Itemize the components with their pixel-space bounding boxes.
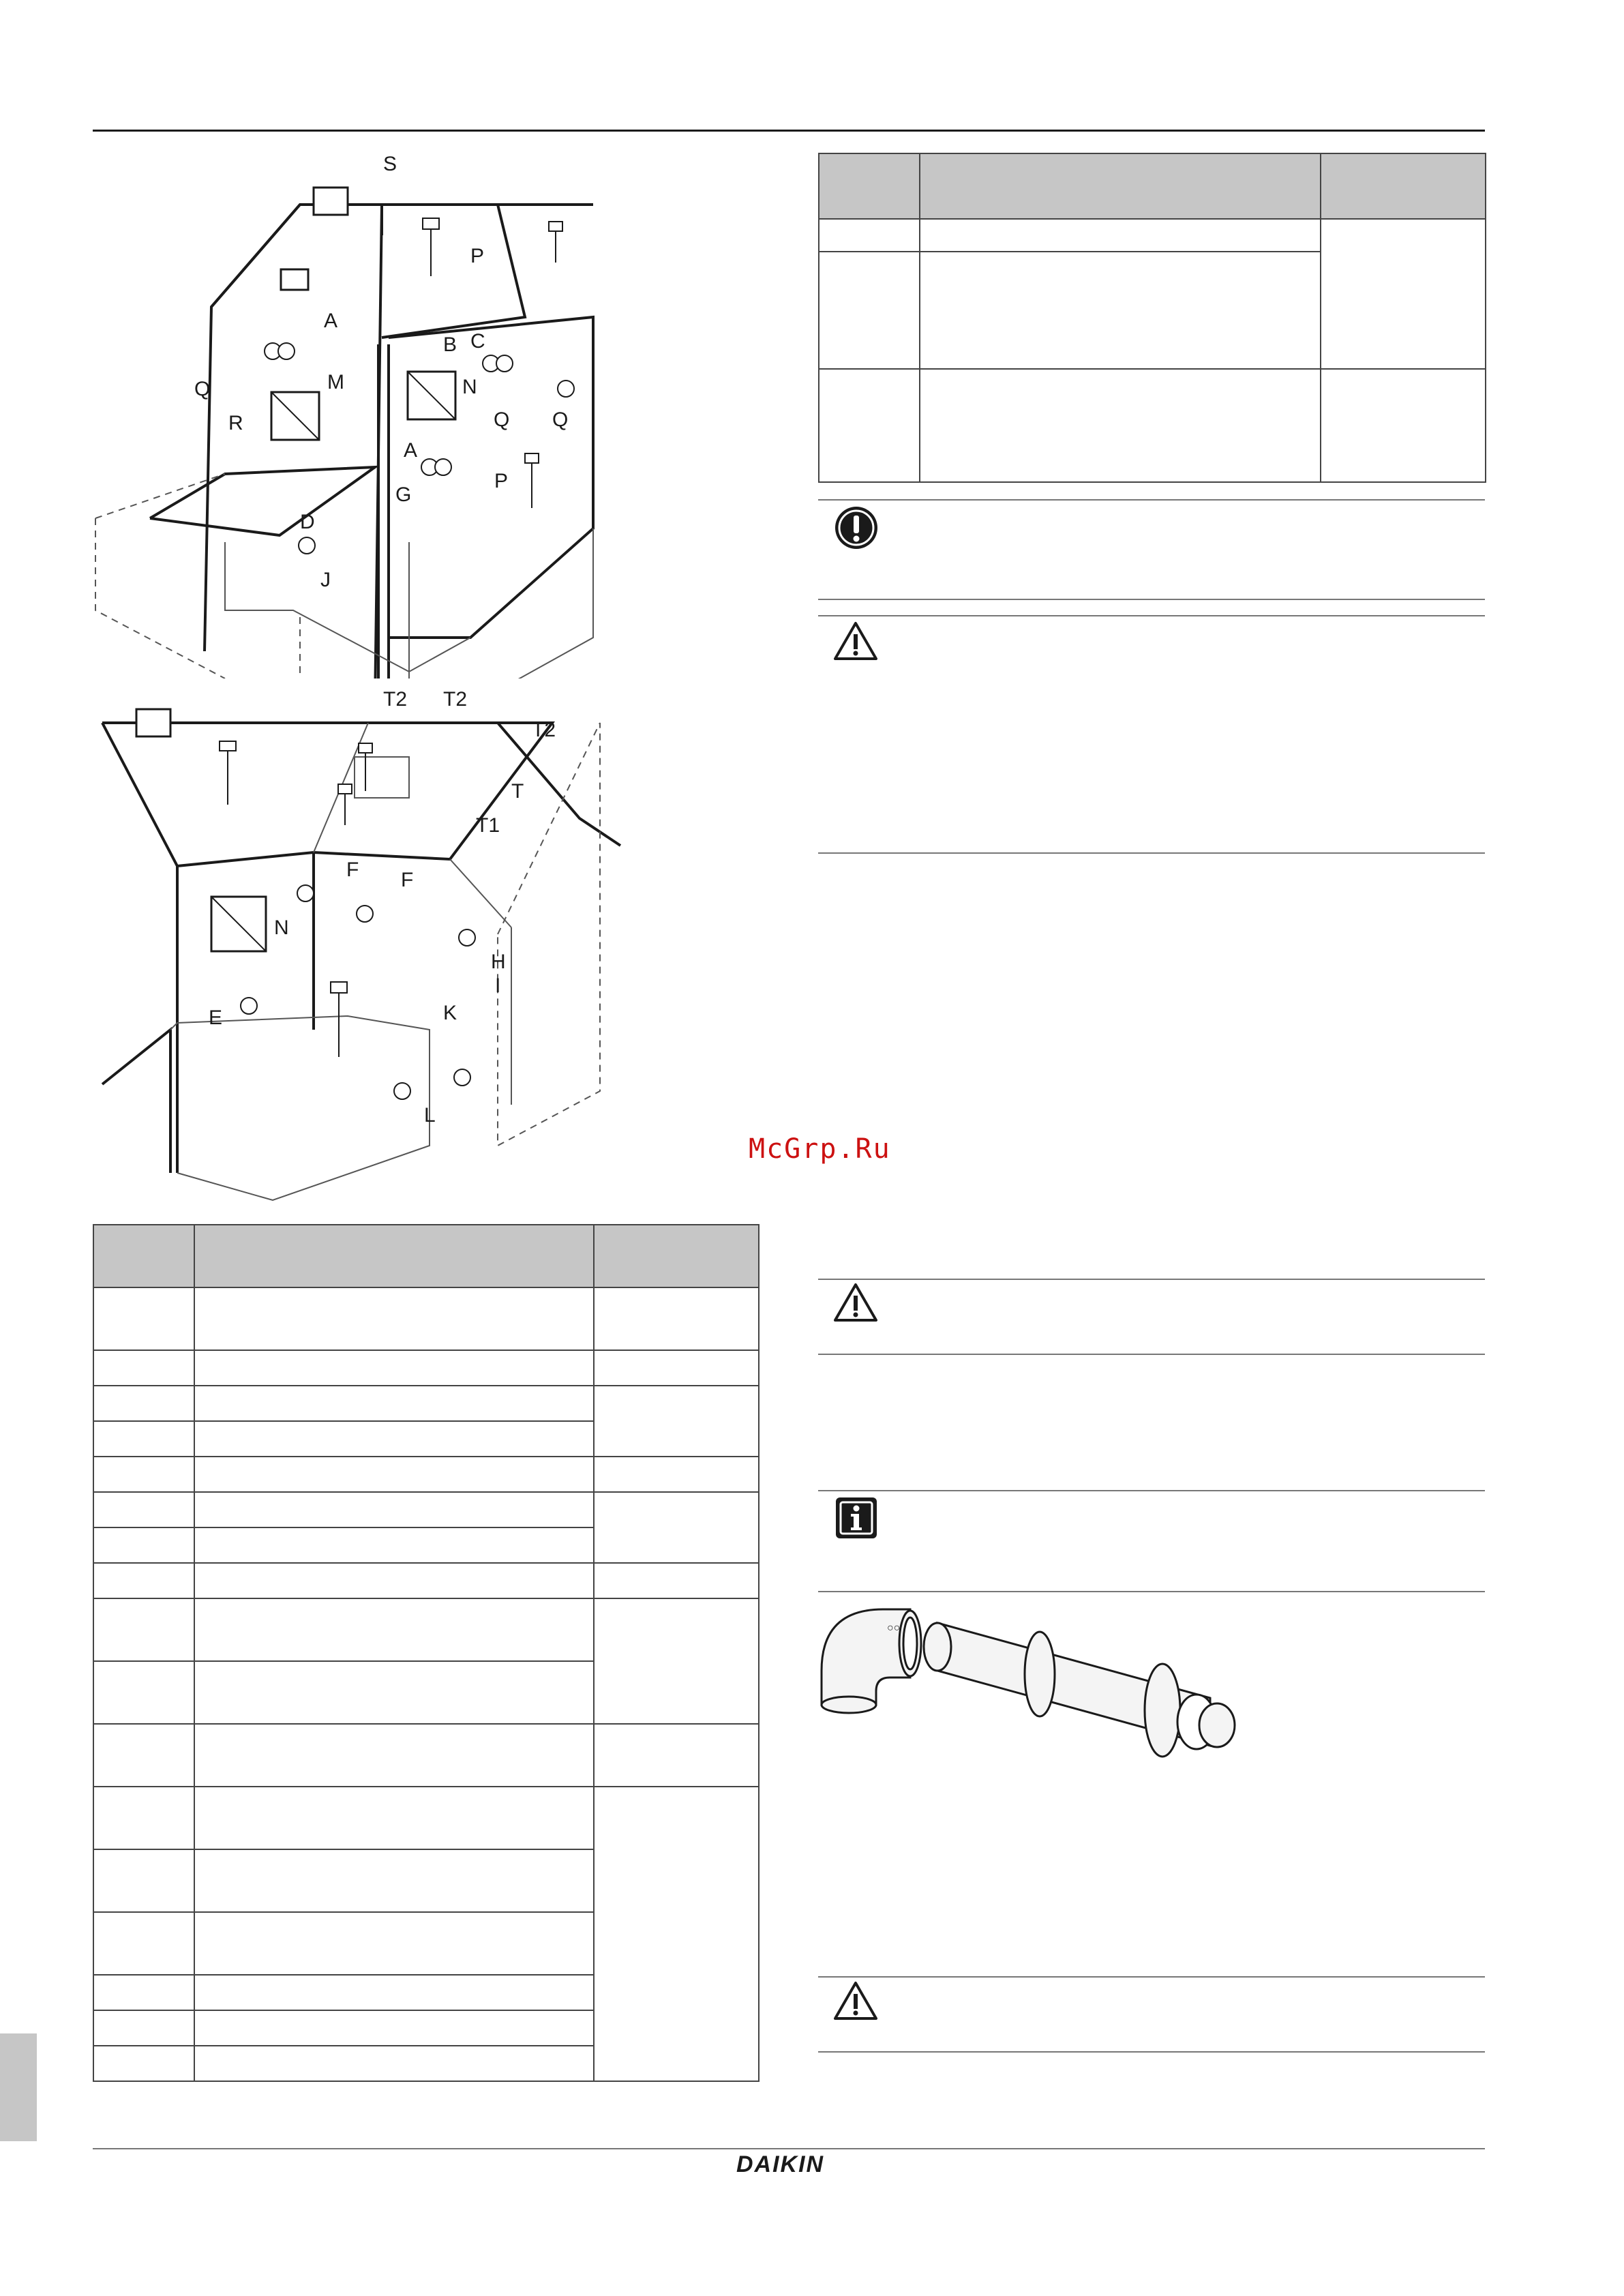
notice-rule xyxy=(818,1976,1485,1978)
svg-text:T2: T2 xyxy=(443,688,468,711)
footer-rule xyxy=(93,2148,1485,2149)
svg-text:K: K xyxy=(443,1002,457,1024)
warning-icon xyxy=(833,621,878,661)
svg-text:C: C xyxy=(470,330,485,353)
svg-text:T1: T1 xyxy=(476,814,500,837)
warning-icon xyxy=(833,1282,878,1323)
svg-text:P: P xyxy=(470,245,485,267)
svg-text:N: N xyxy=(274,916,289,939)
svg-text:H: H xyxy=(491,951,506,973)
svg-text:I: I xyxy=(495,974,501,997)
svg-text:Q: Q xyxy=(552,408,569,431)
warning-icon xyxy=(833,1980,878,2021)
info-icon xyxy=(834,1496,878,1540)
column-header xyxy=(1321,153,1486,219)
notice-rule xyxy=(818,1279,1485,1280)
svg-text:T: T xyxy=(511,780,524,803)
notice-rule xyxy=(818,1591,1485,1592)
svg-text:E: E xyxy=(209,1007,223,1029)
watermark: McGrp.Ru xyxy=(749,1133,891,1165)
svg-text:○○: ○○ xyxy=(887,1622,901,1634)
notice-rule xyxy=(818,499,1485,501)
svg-text:A: A xyxy=(404,439,418,462)
column-header xyxy=(93,1225,194,1287)
svg-text:Q: Q xyxy=(194,378,211,400)
svg-text:T2: T2 xyxy=(383,688,408,711)
svg-text:G: G xyxy=(395,483,412,506)
svg-text:A: A xyxy=(324,310,338,332)
brand-logo: DAIKIN xyxy=(736,2151,825,2177)
svg-text:D: D xyxy=(300,511,315,533)
header-rule xyxy=(93,130,1485,132)
notice-rule xyxy=(818,1490,1485,1491)
flue-kit-illustration xyxy=(815,1596,1265,1780)
flue-clearance-diagram-bottom xyxy=(89,682,634,1214)
svg-text:T2: T2 xyxy=(532,719,556,741)
svg-text:P: P xyxy=(494,470,509,492)
svg-text:L: L xyxy=(424,1104,436,1127)
notice-rule xyxy=(818,1354,1485,1355)
column-header xyxy=(920,153,1321,219)
column-header xyxy=(194,1225,594,1287)
notice-rule xyxy=(818,2051,1485,2053)
svg-text:B: B xyxy=(443,333,457,356)
important-icon xyxy=(833,505,879,551)
notice-rule xyxy=(818,599,1485,600)
clearance-table-right xyxy=(818,153,1486,483)
svg-text:J: J xyxy=(320,569,331,591)
notice-rule xyxy=(818,852,1485,854)
svg-text:F: F xyxy=(401,869,414,891)
chapter-tab xyxy=(0,2033,37,2141)
svg-text:R: R xyxy=(228,412,243,434)
svg-text:Q: Q xyxy=(494,408,510,431)
svg-text:M: M xyxy=(327,371,344,393)
svg-text:F: F xyxy=(346,859,359,881)
column-header xyxy=(594,1225,759,1287)
svg-text:N: N xyxy=(462,376,477,398)
svg-text:S: S xyxy=(383,153,397,175)
flue-clearance-diagram-top xyxy=(89,147,620,679)
clearance-table-left xyxy=(93,1224,760,2082)
notice-rule xyxy=(818,615,1485,616)
column-header xyxy=(819,153,920,219)
